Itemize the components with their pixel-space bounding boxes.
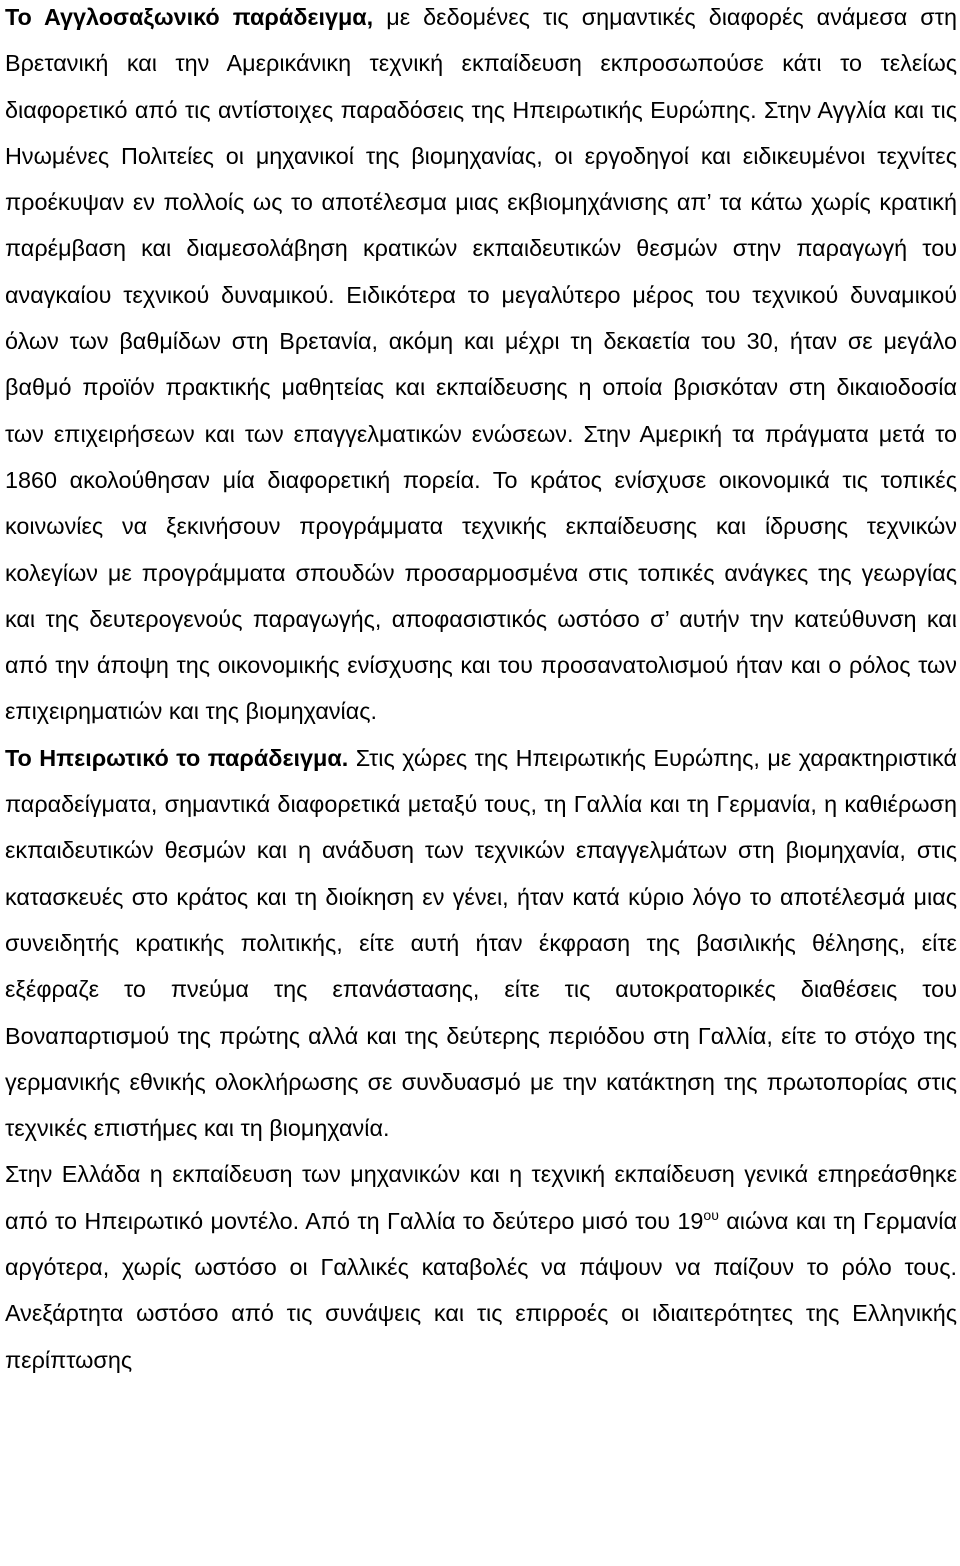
paragraph-anglosaxon <box>5 0 957 735</box>
paragraph-heading: Το Ηπειρωτικό το παράδειγμα. <box>5 744 349 771</box>
document-page <box>5 0 957 1383</box>
ordinal-superscript: ου <box>703 1206 719 1223</box>
paragraph-body: Στην Ελλάδα η εκπαίδευση των μηχανικών και η τεχνική εκπαίδευση γενικά επηρεάσθηκε από το Ηπειρωτικό μοντέλο. Από τη Γαλλία το δεύτερο μισό του 19 <box>5 1161 957 1234</box>
paragraph-body: με δεδομένες τις σημαντικές διαφορές ανάμεσα στη Βρετανική και την Αμερικάνικη τεχνική εκπαίδευση εκπροσωπούσε κάτι το τελείως διαφορετικό από τις αντίστοιχες παραδόσεις της Ηπειρωτικής Ευρώπης. Στην Αγγλία και τις Ηνωμένες Πολιτείες οι μηχανικοί της βιομηχανίας, οι εργοδηγοί και ειδικευμένοι τεχνίτες προέκυψαν εν πολλοίς ως το αποτέλεσμα μιας εκβιομηχάνισης απ’ τα κάτω χωρίς κρατική παρέμβαση και διαμεσολάβηση κρατικών εκπαιδευτικών θεσμών στην παραγωγή του αναγκαίου τεχνικού δυναμικού. Ειδικότερα το μεγαλύτερο μέρος του τεχνικού δυναμικού όλων των βαθμίδων στη Βρετανία, ακόμη και μέχρι τη δεκαετία του 30, ήταν σε μεγάλο βαθμό προϊόν πρακτικής μαθητείας και εκπαίδευσης η οποία βρισκόταν στη δικαιοδοσία των επιχειρήσεων και των επαγγελματικών ενώσεων. Στην Αμερική τα πράγματα μετά το 1860 ακολούθησαν μία διαφορετική πορεία. Το κράτος ενίσχυσε οικονομικά τις τοπικές κοινωνίες να ξεκινήσουν προγράμματα τεχνικής εκπαίδευσης και ίδρυσης τεχνικών κολεγίων με προγράμματα σπουδών προσαρμοσμένα στις τοπικές ανάγκες της γεωργίας και της δευτερογενούς παραγωγής, αποφασιστικός ωστόσο σ’ αυτήν την κατεύθυνση και από την άποψη της οικονομικής ενίσχυσης και του προσανατολισμού ήταν και ο ρόλος των επιχειρηματιών και της βιομηχανίας. <box>5 4 957 725</box>
paragraph-heading: Το Αγγλοσαξωνικό παράδειγμα, <box>5 4 374 30</box>
paragraph-greece <box>5 1151 957 1382</box>
paragraph-body-continued: αιώνα και τη Γερμανία αργότερα, χωρίς ωστόσο οι Γαλλικές καταβολές να πάψουν να παίζουν το ρόλο τους. Ανεξάρτητα ωστόσο από τις συνάψεις και τις επιρροές οι ιδιαιτερότητες της Ελληνικής περίπτωσης <box>5 1207 957 1373</box>
paragraph-body: Στις χώρες της Ηπειρωτικής Ευρώπης, με χαρακτηριστικά παραδείγματα, σημαντικά διαφορετικά μεταξύ τους, τη Γαλλία και τη Γερμανία, η καθιέρωση εκπαιδευτικών θεσμών και η ανάδυση των τεχνικών επαγγελμάτων στη βιομηχανία, στις κατασκευές στο κράτος και τη διοίκηση εν γένει, ήταν κατά κύριο λόγο το αποτέλεσμά μιας συνειδητής κρατικής πολιτικής, είτε αυτή ήταν έκφραση της βασιλικής θέλησης, είτε εξέφραζε το πνεύμα της επανάστασης, είτε τις αυτοκρατορικές διαθέσεις του Βοναπαρτισμού της πρώτης αλλά και της δεύτερης περιόδου στη Γαλλία, είτε το στόχο της γερμανικής εθνικής ολοκλήρωσης σε συνδυασμό με την κατάκτηση της πρωτοπορίας στις τεχνικές επιστήμες και τη βιομηχανία. <box>5 744 957 1142</box>
paragraph-continental <box>5 735 957 1152</box>
